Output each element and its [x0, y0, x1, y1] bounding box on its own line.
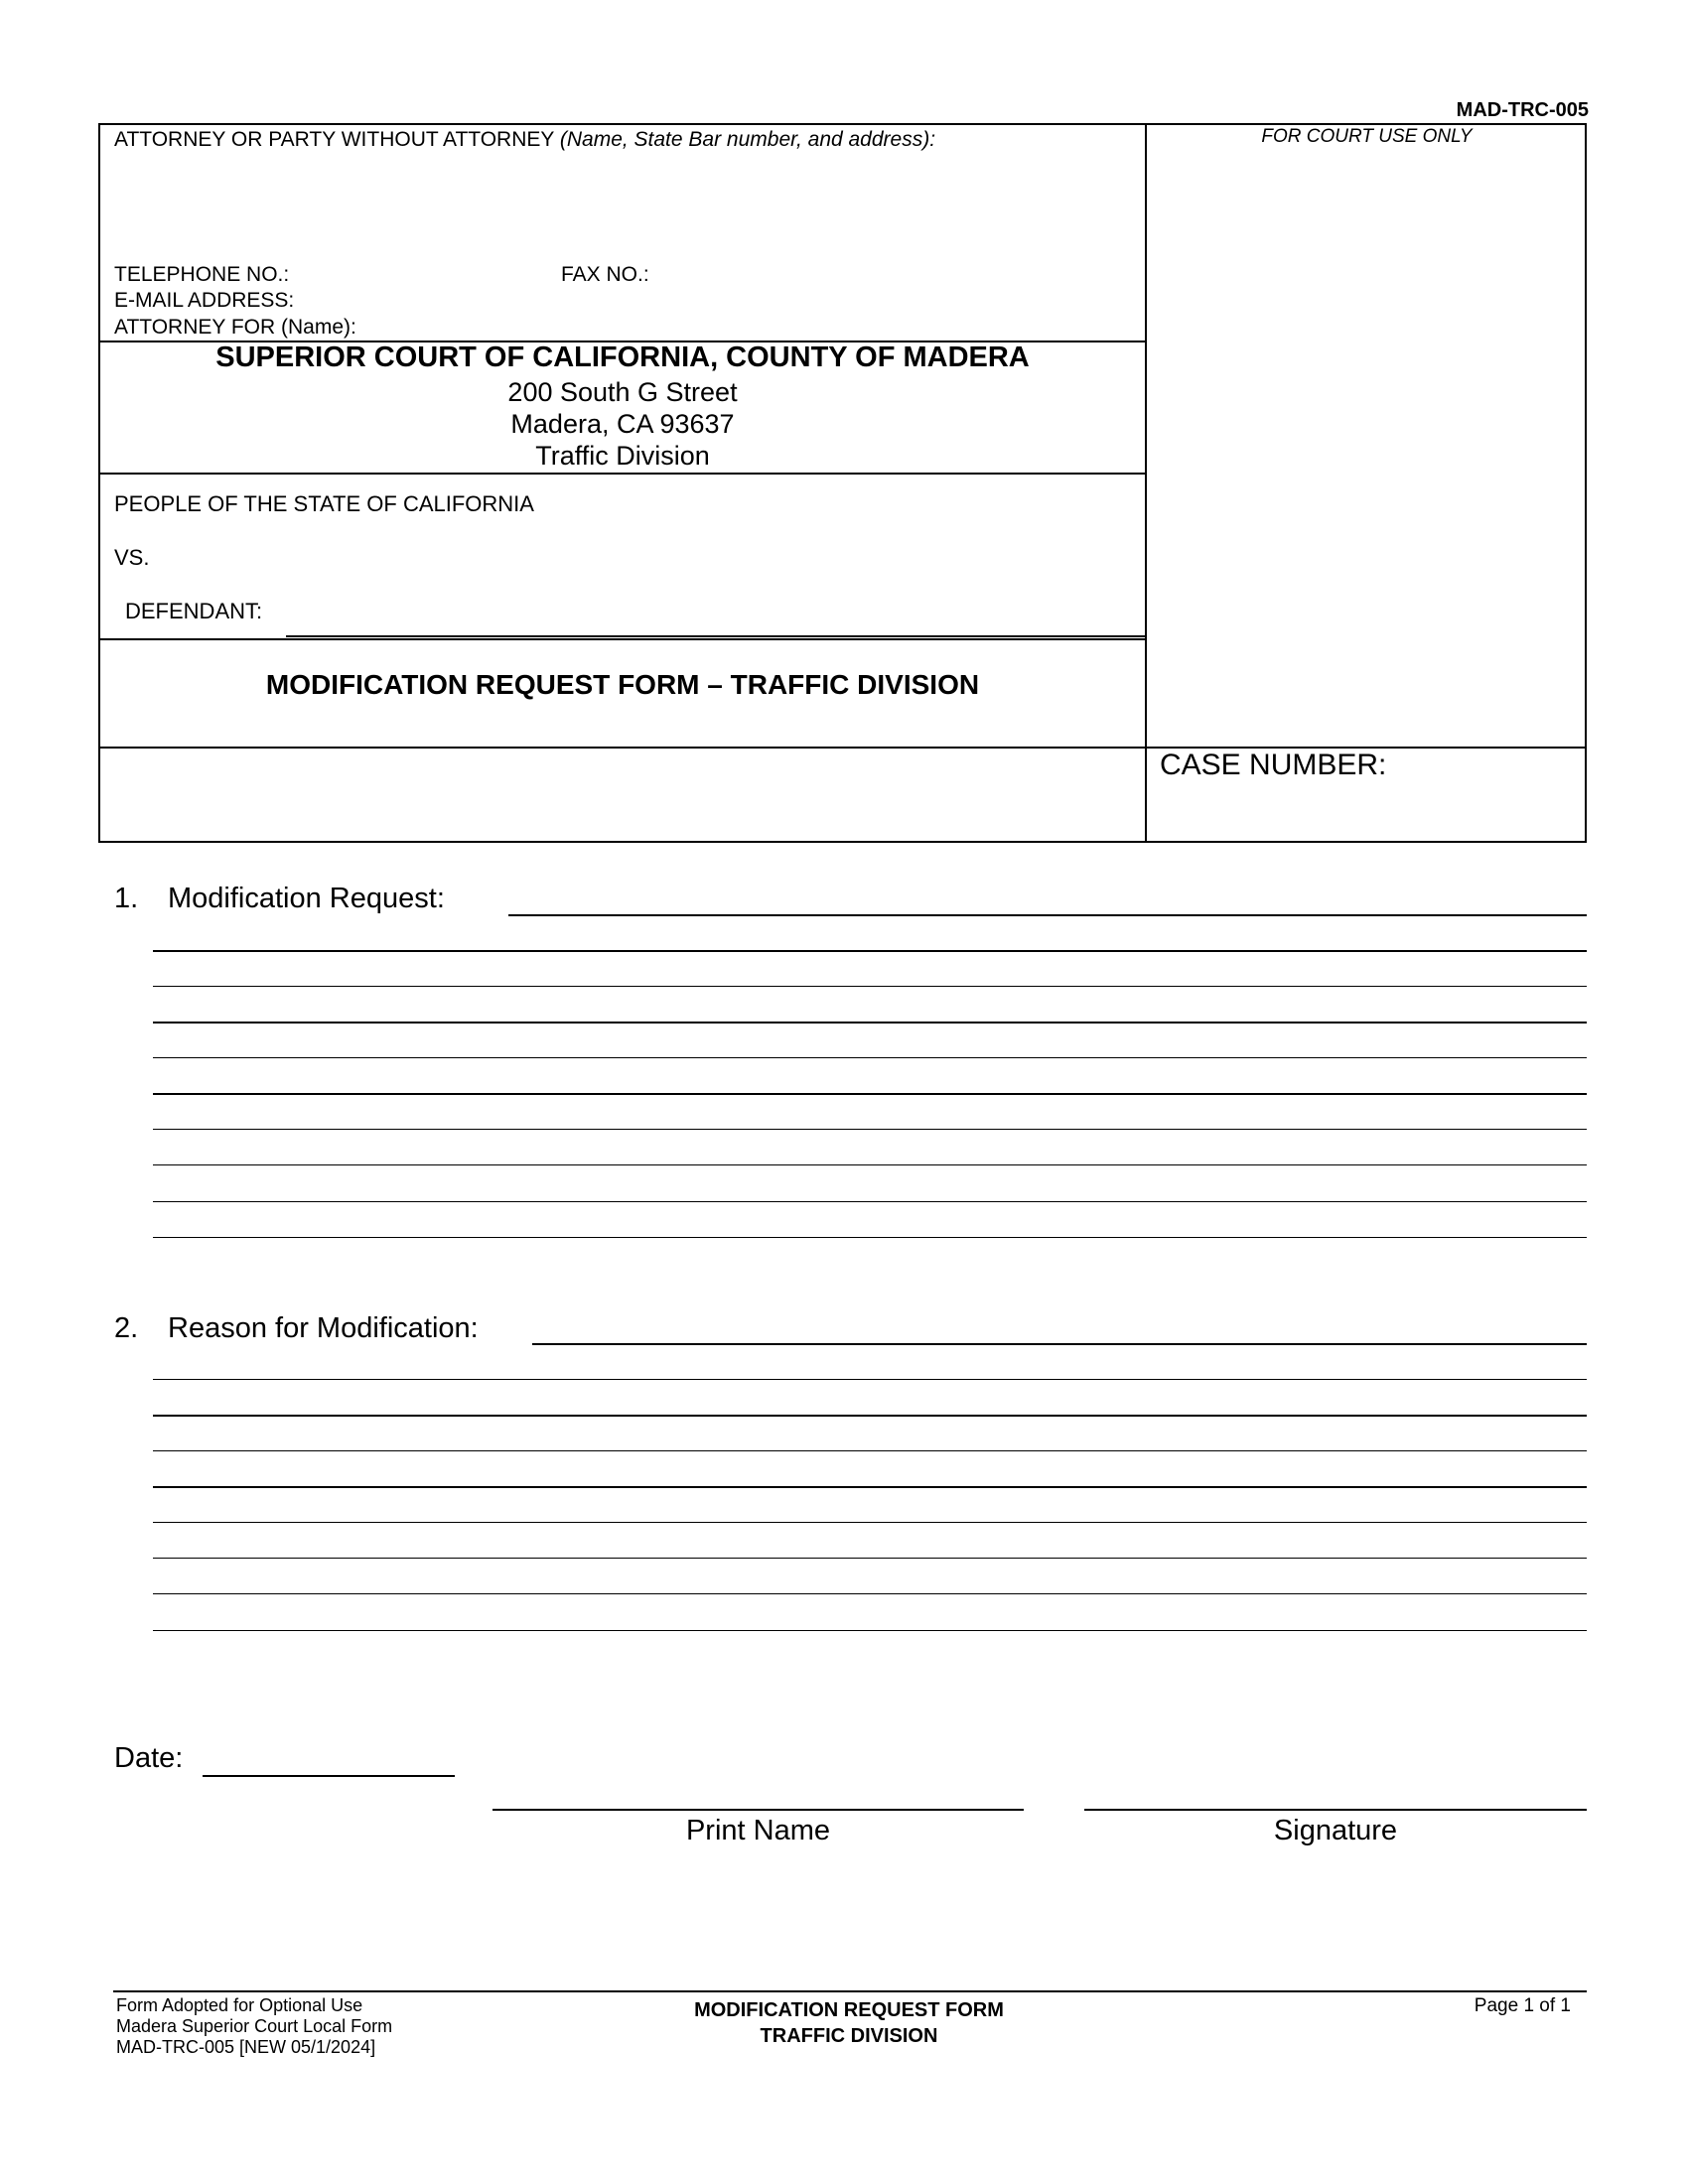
date-label: Date: — [114, 1742, 184, 1774]
footer-center — [635, 1997, 1062, 2049]
footer-left-line2: Madera Superior Court Local Form — [116, 2016, 393, 2036]
item-2-input-line[interactable] — [153, 1593, 1587, 1594]
footer-left-line1: Form Adopted for Optional Use — [116, 1995, 363, 2015]
item-1-input-line[interactable] — [153, 1129, 1587, 1130]
signature-line[interactable] — [1084, 1809, 1587, 1811]
footer-center-line2: TRAFFIC DIVISION — [760, 2025, 938, 2047]
form-title: MODIFICATION REQUEST FORM – TRAFFIC DIVISION — [265, 669, 980, 700]
court-use-label: FOR COURT USE ONLY — [1261, 126, 1473, 147]
caption-vertical-divider — [1145, 123, 1147, 843]
footer-left-line3: MAD-TRC-005 [NEW 05/1/2024] — [116, 2037, 376, 2057]
item-2-input-line[interactable] — [153, 1415, 1587, 1417]
attorney-label-italic: (Name, State Bar number, and address): — [559, 128, 936, 151]
item-2-number: 2. — [114, 1312, 139, 1344]
item-1-input-line[interactable] — [153, 986, 1587, 987]
footer-center-line1: MODIFICATION REQUEST FORM — [694, 1999, 1004, 2021]
item-2-label: Reason for Modification: — [168, 1312, 479, 1344]
case-number-label: CASE NUMBER: — [1160, 749, 1387, 781]
attorney-for-label: ATTORNEY FOR (Name): — [114, 316, 356, 339]
item-2-input-line[interactable] — [153, 1630, 1587, 1631]
date-input-line[interactable] — [203, 1775, 455, 1777]
defendant-label: DEFENDANT: — [125, 599, 263, 623]
divider-court-parties — [98, 473, 1147, 475]
divider-parties-title — [98, 638, 1147, 640]
print-name-label: Print Name — [685, 1815, 831, 1846]
item-1-input-line[interactable] — [153, 1164, 1587, 1165]
court-division: Traffic Division — [535, 441, 710, 471]
attorney-label-main: ATTORNEY OR PARTY WITHOUT ATTORNEY — [114, 128, 560, 151]
item-1-label: Modification Request: — [168, 883, 445, 914]
email-label: E-MAIL ADDRESS: — [114, 289, 295, 312]
item-2-input-line[interactable] — [153, 1450, 1587, 1451]
court-name: SUPERIOR COURT OF CALIFORNIA, COUNTY OF MADERA — [215, 341, 1030, 373]
item-1-input-line[interactable] — [153, 1093, 1587, 1095]
telephone-label: TELEPHONE NO.: — [114, 263, 290, 286]
form-id: MAD-TRC-005 — [1456, 99, 1589, 121]
item-2-input-line[interactable] — [153, 1558, 1587, 1559]
court-city: Madera, CA 93637 — [510, 409, 735, 439]
item-2-input-line[interactable] — [153, 1486, 1587, 1488]
attorney-label — [114, 128, 935, 152]
item-1-number: 1. — [114, 883, 139, 914]
caption-box — [98, 123, 1587, 843]
item-1-input-line[interactable] — [153, 1057, 1587, 1058]
item-2-input-line[interactable] — [532, 1343, 1587, 1345]
footer-rule — [113, 1990, 1587, 1992]
footer-left — [116, 1995, 392, 2058]
footer-page: Page 1 of 1 — [1474, 1995, 1571, 2016]
item-1-input-line[interactable] — [153, 950, 1587, 952]
item-1-input-line[interactable] — [153, 1201, 1587, 1202]
vs-label: VS. — [114, 545, 150, 570]
item-1-input-line[interactable] — [153, 1022, 1587, 1024]
signature-label: Signature — [1273, 1815, 1398, 1846]
fax-label: FAX NO.: — [561, 263, 649, 286]
item-1-input-line[interactable] — [153, 1237, 1587, 1238]
court-street: 200 South G Street — [507, 377, 738, 407]
item-2-input-line[interactable] — [153, 1522, 1587, 1523]
defendant-line — [286, 635, 1146, 637]
plaintiff-label: PEOPLE OF THE STATE OF CALIFORNIA — [114, 491, 534, 516]
item-1-input-line[interactable] — [508, 914, 1587, 916]
item-2-input-line[interactable] — [153, 1379, 1587, 1380]
print-name-line[interactable] — [492, 1809, 1024, 1811]
